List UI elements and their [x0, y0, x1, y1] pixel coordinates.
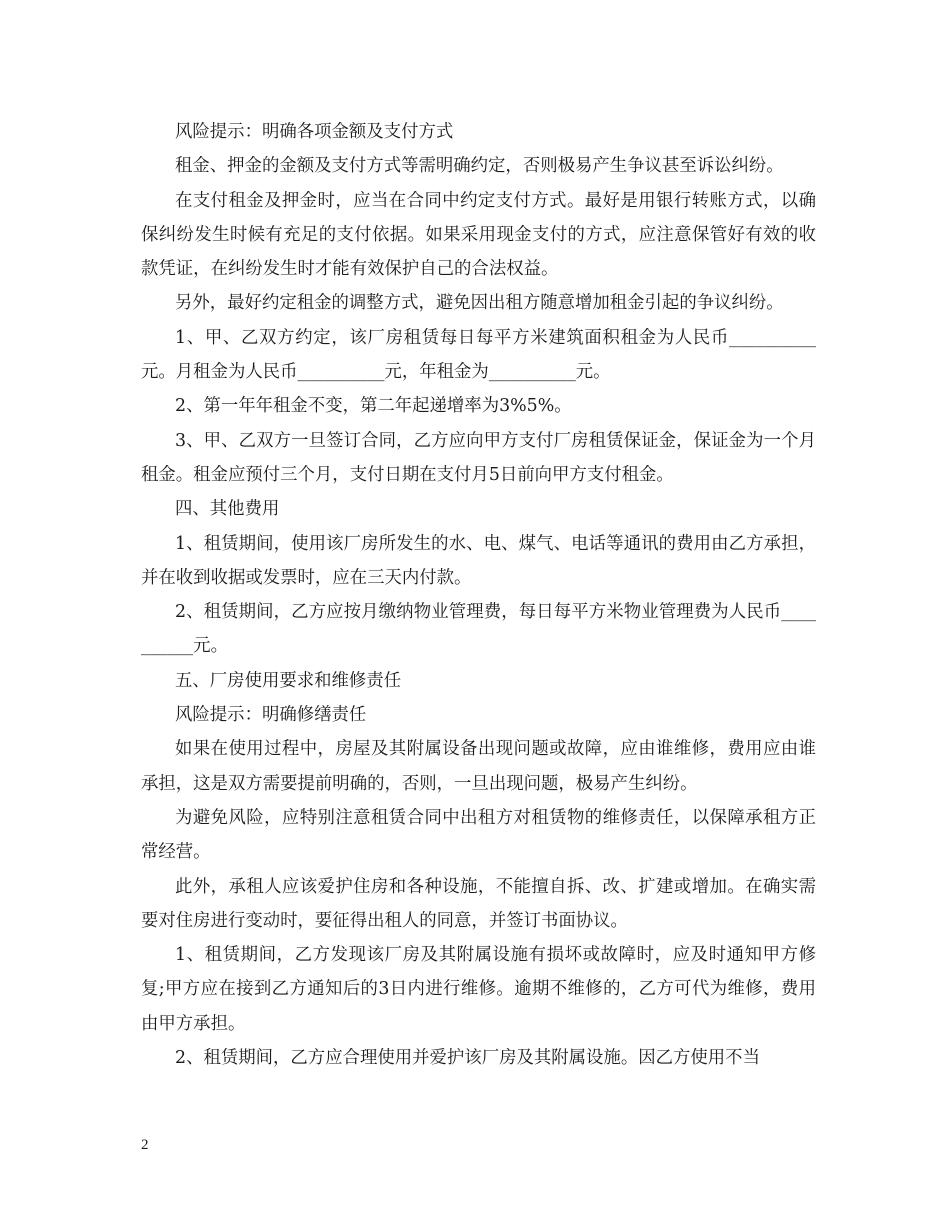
clause-deposit: 3、甲、乙双方一旦签订合同，乙方应向甲方支付厂房租赁保证金，保证金为一个月租金。租金应预付三个月，支付日期在支付月5日前向甲方支付租金。	[141, 430, 816, 485]
clause-rent-amount: 1、甲、乙双方约定，该厂房租赁每日每平方米建筑面积租金为人民币__________元。月租金为人民币__________元，年租金为__________元。	[141, 327, 816, 383]
paragraph: 租金、押金的金额及支付方式等需明确约定，否则极易产生争议甚至诉讼纠纷。	[175, 156, 784, 177]
section-heading-usage-maintenance: 五、厂房使用要求和维修责任	[175, 670, 402, 691]
paragraph-risk-tip-payment: 风险提示：明确各项金额及支付方式	[175, 122, 454, 142]
paragraph: 在支付租金及押金时，应当在合同中约定支付方式。最好是用银行转账方式，以确保纠纷发生时候有充足的支付依据。如果采用现金支付的方式，应注意保管好有效的收款凭证，在纠纷发生时才能有效保护自己的合法权益。	[141, 190, 816, 280]
paragraph-risk-tip-repair: 风险提示：明确修缮责任	[175, 705, 367, 726]
section-heading-other-fees: 四、其他费用	[175, 499, 280, 520]
clause-utilities: 1、租赁期间，使用该厂房所发生的水、电、煤气、电话等通讯的费用由乙方承担，并在收到收据或发票时，应在三天内付款。	[141, 533, 816, 588]
clause-rent-increase: 2、第一年年租金不变，第二年起递增率为3%5%。	[175, 396, 572, 417]
clause-proper-use: 2、租赁期间，乙方应合理使用并爱护该厂房及其附属设施。因乙方使用不当	[175, 1048, 760, 1069]
document-body	[141, 115, 816, 1075]
paragraph: 为避免风险，应特别注意租赁合同中出租方对租赁物的维修责任，以保障承租方正常经营。	[141, 807, 816, 863]
paragraph: 此外，承租人应该爱护住房和各种设施，不能擅自拆、改、扩建或增加。在确实需要对住房进行变动时，要征得出租人的同意，并签订书面协议。	[141, 876, 816, 931]
clause-property-fee: 2、租赁期间，乙方应按月缴纳物业管理费，每日每平方米物业管理费为人民币__________元。	[141, 602, 816, 657]
page-number: 2	[141, 1137, 149, 1153]
paragraph: 如果在使用过程中，房屋及其附属设备出现问题或故障，应由谁维修，费用应由谁承担，这是双方需要提前明确的，否则，一旦出现问题，极易产生纠纷。	[141, 739, 816, 794]
clause-repair-notice: 1、租赁期间，乙方发现该厂房及其附属设施有损坏或故障时，应及时通知甲方修复;甲方应在接到乙方通知后的3日内进行维修。逾期不维修的，乙方可代为维修，费用由甲方承担。	[141, 945, 816, 1034]
paragraph: 另外，最好约定租金的调整方式，避免因出租方随意增加租金引起的争议纠纷。	[175, 293, 784, 314]
